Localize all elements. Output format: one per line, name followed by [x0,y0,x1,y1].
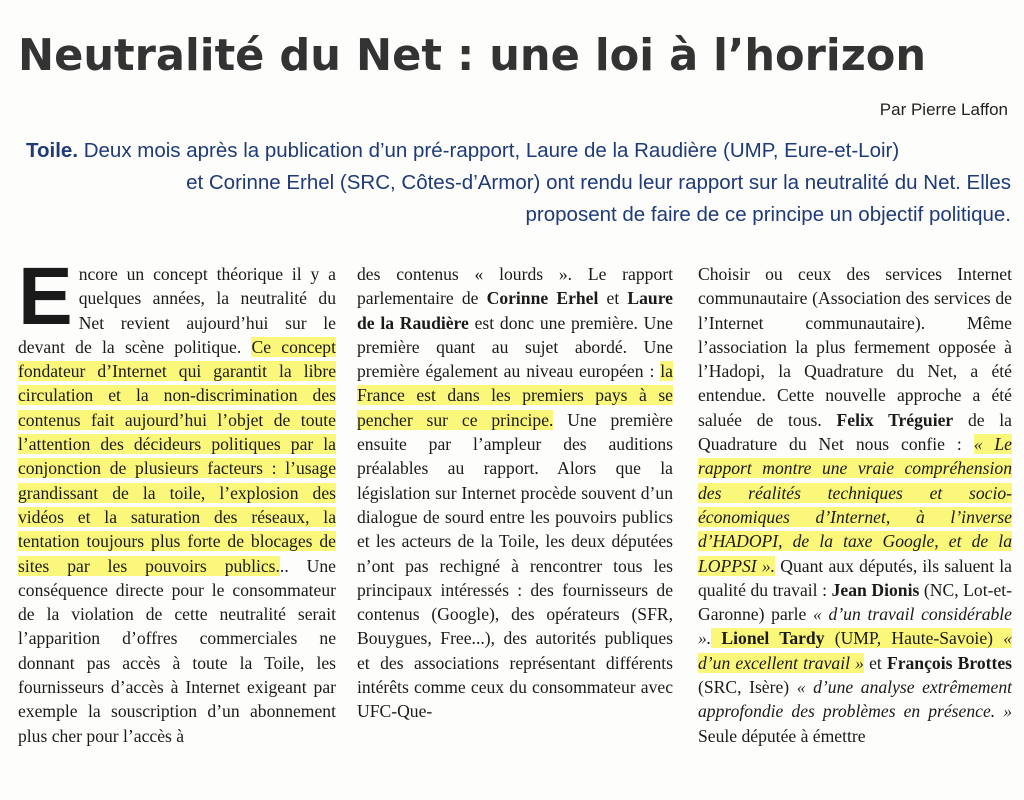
col1-highlight: Ce concept fondateur d’Internet qui garantit la libre circulation et la non-discrimination des contenus fait aujourd’hui l’objet de toute l’attention des décideurs politiques par la conjonction de plusieurs facteurs : l’usage grandissant de la toile, l’explosion des vidéos et la saturation des réseaux, la tentation toujours plus forte de blocages de sites par les pouvoirs publics. [18,336,336,576]
col2-text-4: Une première ensuite par l’ampleur des auditions préalables au rapport. Alors que la législation sur Internet procède souvent d’un dialogue de sourd entre les pouvoirs publics et les acteurs de la Toile, les deux députées n’ont pas rechigné à rencontrer tous les principaux intéressés : des fournisseurs de contenus (Google), des opérateurs (SFR, Bouygues, Free...), des autorités publiques et des associations représentant différents intérêts comme ceux du consommateur avec UFC-Que- [357,409,673,722]
column-2 [357,262,673,724]
col2-text-2: et [598,288,628,309]
lead-keyword: Toile. [26,139,79,162]
col1-text-1: ncore un concept théorique il y a quelques années, la neutralité du Net revient aujourd’hui sur le devant de la scène politique. [18,264,336,357]
byline: Par Pierre Laffon [879,100,1008,119]
col2-name-erhel: Corinne Erhel [486,288,599,309]
col3-name-dionis: Jean Dionis [831,579,920,600]
col3-quote-dionis: « d’un travail considérable ». [698,604,1012,649]
col1-text-2: .. Une conséquence directe pour le consommateur de la violation de cette neutralité serait l’apparition d’offres commerciales ne donnant pas accès à toute la Toile, les fournisseurs d’accès à Internet exigeant par exemple la souscription d’un abonnement plus cher pour l’accès à [18,555,336,746]
col3-tardy-party: (UMP, Haute-Savoie) [824,628,1004,649]
col3-quote-brottes: « d’une analyse extrêmement approfondie des problèmes en présence. » [698,677,1013,722]
lead-line-1 [26,135,1011,167]
col3-text-5: et [863,652,887,673]
col3-name-treguier: Felix Tréguier [836,409,954,430]
col3-highlight-quote: « Le rapport montre une vraie compréhension des réalités techniques et socio-économiques d’Internet, à l’inverse d’HADOPI, de la taxe Google, et de la LOPPSI ». [698,434,1012,576]
lead-line-3: proposent de faire de ce principe un objectif politique. [525,203,1011,226]
col3-text-3: Quant aux députés, ils saluent la qualité du travail : [698,555,1012,600]
lead-text-1: Deux mois après la publication d’un pré-rapport, Laure de la Raudière (UMP, Eure-et-Loir) [78,139,900,162]
col3-text-7: Seule députée à émettre [698,725,866,746]
col2-name-raudiere: Laure de la Raudière [357,288,673,333]
col3-name-brottes: François Brottes [886,652,1012,673]
col3-text-4: (NC, Lot-et-Garonne) parle [698,579,1013,625]
column-3 [698,262,1012,748]
col3-quote-tardy: « d’un excellent travail » [698,628,1012,673]
col2-highlight: la France est dans les premiers pays à se pencher sur ce principe. [357,361,673,430]
lead-paragraph [26,135,1011,231]
col3-text-2: de la Quadrature du Net nous confie : [698,409,1012,455]
drop-cap: E [18,251,73,342]
lead-line-2: et Corinne Erhel (SRC, Côtes-d’Armor) ont rendu leur rapport sur la neutralité du Net. Elles [186,171,1011,194]
col2-text-1: des contenus « lourds ». Le rapport parlementaire de [357,264,673,309]
col3-text-1: Choisir ou ceux des services Internet communautaire (Association des services de l’Internet communautaire). Même l’association la plus fermement opposée à l’Hadopi, la Quadrature du Net, a été entendue. Cette nouvelle approche a été saluée de tous. [698,264,1012,430]
column-1 [18,251,336,748]
col3-text-6: (SRC, Isère) [698,677,797,698]
col3-name-tardy: Lionel Tardy [711,628,825,649]
col2-text-3: est donc une première. Une première quant au sujet abordé. Une première également au niveau européen : [357,312,673,382]
article-title: Neutralité du Net : une loi à l’horizon [18,30,927,81]
